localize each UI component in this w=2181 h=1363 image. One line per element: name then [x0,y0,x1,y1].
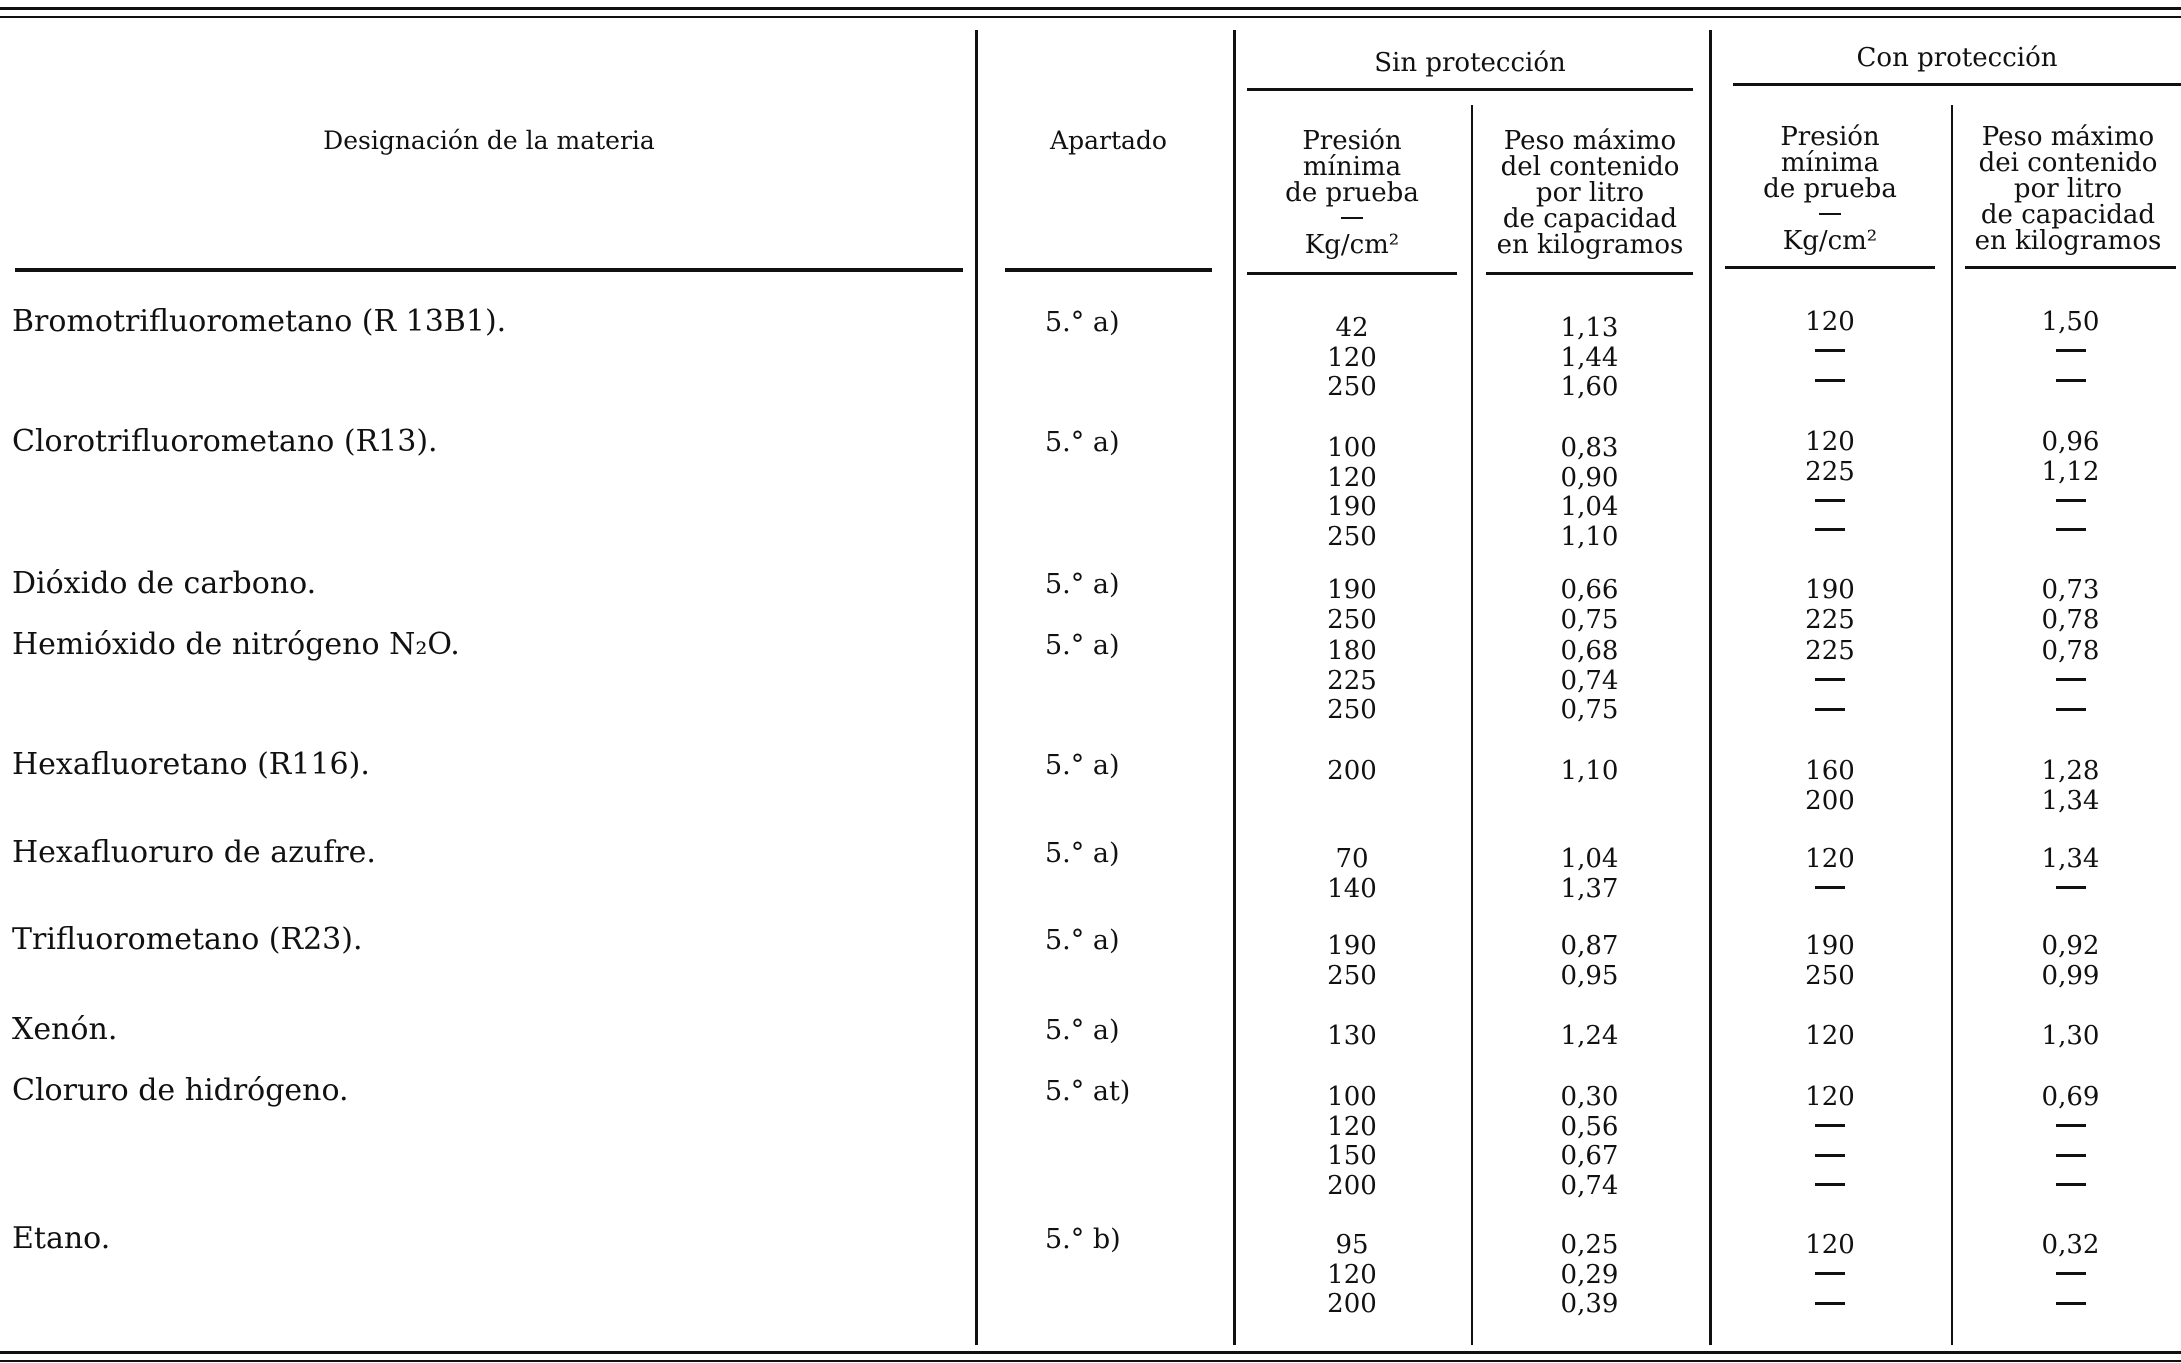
row-designation: Hexafluoruro de azufre. [12,835,376,870]
header-sin-proteccion: Sin protección [1374,48,1566,78]
table-cell-sin-peso: 0,56 [1560,1111,1619,1142]
header-sin-peso [1475,128,1705,258]
dash-mark [2056,708,2086,711]
header-rule-con-peso [1965,266,2176,269]
table-cell-con-peso [1965,367,2176,397]
table-cell-con-peso: 1,12 [2041,456,2100,487]
top-double-rule-lower [0,16,2181,18]
header-sin-presion [1247,128,1457,258]
table-cell-con-peso: 0,73 [2041,575,2100,605]
dash-mark [2056,1154,2086,1157]
column-divider-3 [1709,30,1712,1345]
table-cell-con-peso: 0,99 [2041,960,2100,991]
table-cell-sin-presion: 250 [1327,521,1377,552]
header-line: del contenido [1500,152,1680,182]
table-cell-con-presion [1725,487,1935,517]
table-cell-sin-peso: 0,68 [1560,636,1619,666]
table-cell-sin-peso: 1,44 [1560,342,1619,373]
header-con-presion [1725,124,1935,254]
table-cell-sin-peso: 1,24 [1560,1021,1619,1051]
table-cell-con-presion [1725,517,1935,547]
header-line [1725,202,1935,228]
column-divider-2 [1233,30,1236,1345]
row-apartado: 5.° a) [1045,750,1120,781]
dash-mark [1815,1124,1845,1127]
table-cell-sin-peso: 1,13 [1560,313,1619,343]
table-cell-sin-presion: 200 [1327,756,1377,786]
table-cell-con-peso [1965,487,2176,517]
table-cell-sin-peso: 1,10 [1560,521,1619,552]
table-cell-con-presion [1725,1261,1935,1291]
row-apartado: 5.° at) [1045,1076,1131,1107]
table-cell-sin-peso: 0,74 [1560,665,1619,696]
table-cell-sin-presion: 120 [1327,462,1377,493]
table-cell-sin-presion: 100 [1327,433,1377,463]
bottom-double-rule-upper [0,1351,2181,1354]
table-cell-con-presion [1725,875,1935,905]
header-con-peso [1955,124,2181,254]
table-cell-con-presion: 250 [1805,960,1855,991]
header-line: mínima [1302,152,1402,182]
row-designation: Xenón. [12,1012,118,1047]
table-cell-sin-presion: 250 [1327,372,1377,402]
dash-mark [2056,886,2086,889]
header-line: Peso máximo [1981,122,2155,152]
table-cell-sin-peso: 1,10 [1560,756,1619,786]
row-apartado: 5.° b) [1045,1224,1121,1255]
table-cell-con-peso [1965,667,2176,697]
table-cell-sin-presion: 190 [1327,931,1377,961]
header-line: de prueba [1763,174,1897,204]
table-cell-sin-presion: 200 [1327,1170,1377,1201]
table-cell-sin-peso: 1,60 [1560,372,1619,402]
table-cell-con-peso: 0,78 [2041,604,2100,635]
table-cell-sin-presion: 42 [1335,313,1369,343]
row-designation: Trifluorometano (R23). [12,922,363,957]
table-cell-sin-presion: 120 [1327,1259,1377,1290]
table-cell-sin-peso: 0,75 [1560,604,1619,635]
table-cell-con-presion: 160 [1805,756,1855,786]
table-cell-con-presion [1725,667,1935,697]
table-cell-sin-presion: 200 [1327,1289,1377,1319]
table-cell-sin-peso: 0,67 [1560,1141,1619,1171]
table-cell-sin-presion: 120 [1327,342,1377,373]
table-cell-sin-presion: 70 [1335,844,1369,874]
dash-mark [1815,886,1845,889]
table-cell-con-peso [1965,338,2176,368]
top-double-rule-upper [0,7,2181,10]
table-cell-con-peso [1965,1142,2176,1172]
table-cell-sin-peso: 0,87 [1560,931,1619,961]
table-cell-con-presion: 120 [1805,844,1855,874]
table-cell-con-presion [1725,1290,1935,1320]
row-apartado: 5.° a) [1045,925,1120,956]
table-cell-con-presion: 225 [1805,604,1855,635]
table-cell-con-peso [1965,1261,2176,1291]
row-designation: Cloruro de hidrógeno. [12,1073,349,1108]
table-cell-con-peso: 1,50 [2041,307,2100,337]
header-line: de capacidad [1502,204,1678,234]
header-rule-sin-presion [1247,272,1457,275]
dash-mark [1815,528,1845,531]
table-cell-sin-peso: 0,25 [1560,1230,1619,1260]
header-rule-apartado [1005,268,1212,272]
header-rule-sin-peso [1486,272,1693,275]
header-rule-con-presion [1725,266,1935,269]
header-apartado: Apartado [1050,126,1167,155]
header-line: mínima [1780,148,1880,178]
table-cell-sin-peso: 0,29 [1560,1259,1619,1290]
table-cell-sin-peso: 0,66 [1560,575,1619,605]
row-apartado: 5.° a) [1045,427,1120,458]
table-cell-sin-presion: 150 [1327,1141,1377,1171]
table-cell-con-peso [1965,875,2176,905]
header-line: en kilogramos [1974,226,2162,256]
row-designation: Dióxido de carbono. [12,566,317,601]
table-cell-sin-presion: 250 [1327,960,1377,991]
table-cell-sin-peso: 0,83 [1560,433,1619,463]
dash-mark [2056,1302,2086,1305]
table-cell-con-peso [1965,517,2176,547]
header-line: Presión [1780,122,1880,152]
table-cell-con-presion: 200 [1805,785,1855,816]
table-cell-con-presion: 120 [1805,307,1855,337]
column-divider-con-inner [1951,105,1953,1345]
table-cell-con-presion [1725,1172,1935,1202]
header-rule-designation [15,268,963,272]
table-cell-sin-presion: 250 [1327,695,1377,725]
table-cell-con-presion [1725,696,1935,726]
table-cell-con-peso: 1,34 [2041,785,2100,816]
table-cell-sin-presion: 250 [1327,604,1377,635]
dash-mark [2056,528,2086,531]
table-cell-con-peso: 1,30 [2041,1021,2100,1051]
dash-mark [1815,1154,1845,1157]
row-apartado: 5.° a) [1045,630,1120,661]
header-line: por litro [2013,174,2123,204]
table-cell-con-peso: 0,69 [2041,1082,2100,1112]
header-rule-con-group [1733,83,2181,86]
row-designation: Etano. [12,1221,111,1256]
dash-mark [2056,1272,2086,1275]
dash-mark [2056,1124,2086,1127]
table-cell-con-presion: 120 [1805,1021,1855,1051]
row-designation: Hemióxido de nitrógeno N₂O. [12,627,460,662]
dash-mark [1819,213,1841,215]
row-designation: Bromotrifluorometano (R 13B1). [12,304,507,339]
table-cell-sin-peso: 1,04 [1560,492,1619,522]
header-line: Kg/cm² [1782,226,1878,256]
header-line: de prueba [1285,178,1419,208]
row-apartado: 5.° a) [1045,307,1120,338]
dash-mark [2056,1183,2086,1186]
header-rule-sin-group [1247,88,1693,91]
table-cell-con-peso: 0,92 [2041,931,2100,961]
table-cell-con-presion: 120 [1805,1082,1855,1112]
header-line: en kilogramos [1496,230,1684,260]
table-cell-sin-presion: 130 [1327,1021,1377,1051]
table-cell-con-peso [1965,1290,2176,1320]
table-cell-con-presion [1725,338,1935,368]
table-cell-con-peso: 0,78 [2041,636,2100,666]
header-line [1247,206,1457,232]
row-apartado: 5.° a) [1045,1015,1120,1046]
table-cell-con-peso: 0,32 [2041,1230,2100,1260]
table-cell-sin-peso: 0,30 [1560,1082,1619,1112]
table-cell-con-presion [1725,1142,1935,1172]
row-apartado: 5.° a) [1045,838,1120,869]
table-cell-sin-presion: 120 [1327,1111,1377,1142]
table-cell-sin-peso: 0,95 [1560,960,1619,991]
table-cell-sin-presion: 95 [1335,1230,1369,1260]
table-cell-sin-presion: 190 [1327,492,1377,522]
header-line: por litro [1535,178,1645,208]
table-cell-con-peso: 1,28 [2041,756,2100,786]
table-cell-con-presion: 190 [1805,575,1855,605]
dash-mark [1815,379,1845,382]
bottom-double-rule-lower [0,1360,2181,1362]
dash-mark [1815,349,1845,352]
dash-mark [1341,217,1363,219]
table-cell-con-presion: 120 [1805,1230,1855,1260]
header-con-proteccion: Con protección [1856,43,2058,73]
table-cell-sin-peso: 1,04 [1560,844,1619,874]
table-cell-sin-presion: 190 [1327,575,1377,605]
dash-mark [1815,708,1845,711]
column-divider-sin-inner [1471,105,1473,1345]
table-cell-con-peso: 0,96 [2041,427,2100,457]
table-cell-con-presion [1725,367,1935,397]
table-cell-sin-peso: 1,37 [1560,873,1619,904]
dash-mark [2056,349,2086,352]
dash-mark [2056,499,2086,502]
table-cell-con-presion: 190 [1805,931,1855,961]
table-cell-sin-presion: 225 [1327,665,1377,696]
header-line: dei contenido [1978,148,2158,178]
table-cell-con-peso [1965,696,2176,726]
table-cell-con-presion: 120 [1805,427,1855,457]
table-cell-sin-presion: 180 [1327,636,1377,666]
table-cell-sin-peso: 0,39 [1560,1289,1619,1319]
dash-mark [1815,678,1845,681]
dash-mark [1815,499,1845,502]
table-cell-con-presion [1725,1113,1935,1143]
dash-mark [2056,678,2086,681]
row-designation: Clorotrifluorometano (R13). [12,424,438,459]
dash-mark [1815,1302,1845,1305]
header-designation: Designación de la materia [323,126,655,155]
table-cell-con-peso: 1,34 [2041,844,2100,874]
table-cell-con-presion: 225 [1805,456,1855,487]
table-cell-sin-presion: 100 [1327,1082,1377,1112]
header-line: Peso máximo [1503,126,1677,156]
dash-mark [1815,1272,1845,1275]
column-divider-1 [975,30,978,1345]
table-cell-sin-peso: 0,74 [1560,1170,1619,1201]
table-cell-sin-peso: 0,90 [1560,462,1619,493]
row-apartado: 5.° a) [1045,569,1120,600]
table-cell-con-peso [1965,1172,2176,1202]
table-cell-con-peso [1965,1113,2176,1143]
table-cell-con-presion: 225 [1805,636,1855,666]
header-line: Presión [1302,126,1402,156]
header-line: de capacidad [1980,200,2156,230]
dash-mark [1815,1183,1845,1186]
table-cell-sin-presion: 140 [1327,873,1377,904]
row-designation: Hexafluoretano (R116). [12,747,370,782]
header-line: Kg/cm² [1304,230,1400,260]
table-cell-sin-peso: 0,75 [1560,695,1619,725]
dash-mark [2056,379,2086,382]
